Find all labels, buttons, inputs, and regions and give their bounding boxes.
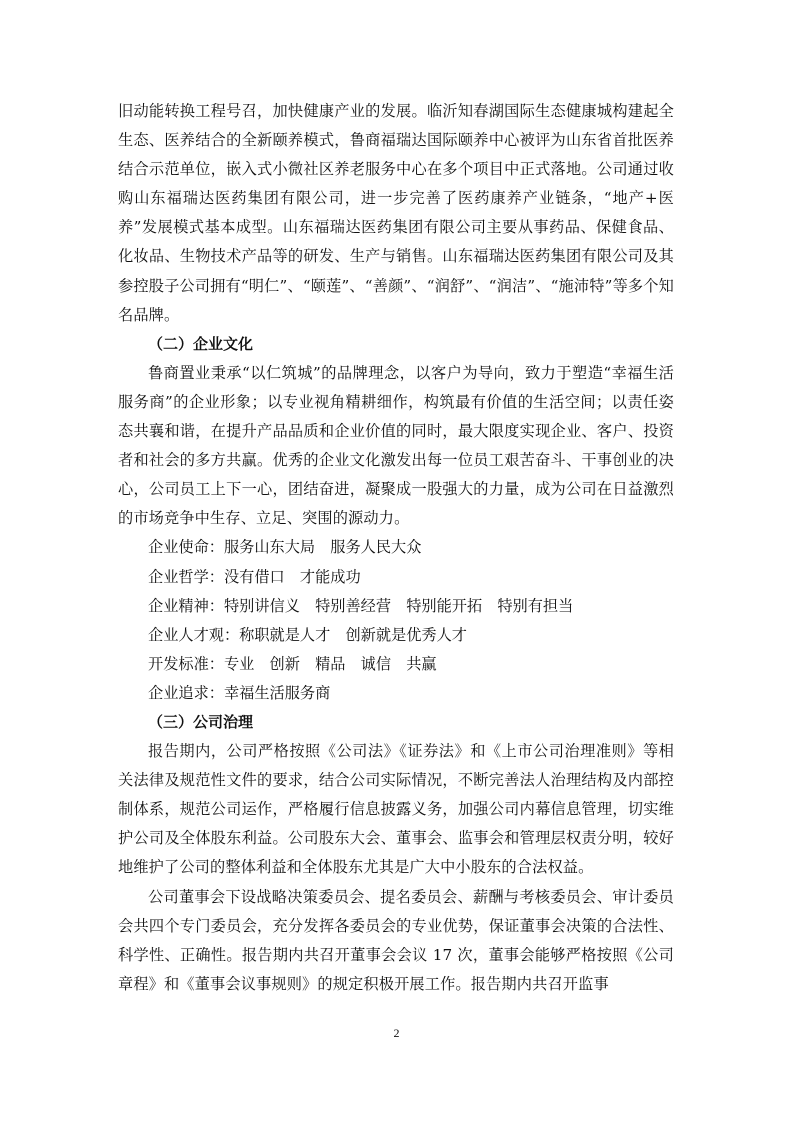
page-number: 2	[393, 1026, 400, 1040]
culture-item-pursuit: 企业追求：幸福生活服务商	[148, 683, 331, 702]
section-heading-culture: （二）企业文化	[148, 334, 254, 353]
culture-item-talent: 企业人才观：称职就是人才 创新就是优秀人才	[148, 625, 467, 644]
paragraph-culture: 鲁商置业秉承“以仁筑城”的品牌理念，以客户为导向，致力于塑造“幸福生活服务商”的企业形象；以专业视角精耕细作，构筑最有价值的生活空间；以责任姿态共襄和谐，在提升产品品质和企业价值的同时，最大限度实现企业、客户、投资者和社会的多方共赢。优秀的企业文化激发出每一位员工艰苦奋斗、干事创业的决心，公司员工上下一心，团结奋进，凝聚成一股强大的力量，成为公司在日益激烈的市场竞争中生存、立足、突围的源动力。	[118, 363, 674, 528]
paragraph-health-industry: 旧动能转换工程号召，加快健康产业的发展。临沂知春湖国际生态健康城构建起全生态、医养结合的全新颐养模式，鲁商福瑞达国际颐养中心被评为山东省首批医养结合示范单位，嵌入式小微社区养老服务中心在多个项目中正式落地。公司通过收购山东福瑞达医药集团有限公司，进一步完善了医药康养产业链条，“地产+医养”发展模式基本成型。山东福瑞达医药集团有限公司主要从事药品、保健食品、化妆品、生物技术产品等的研发、生产与销售。山东福瑞达医药集团有限公司及其参控股子公司拥有“明仁”、“颐莲”、“善颜”、“润舒”、“润洁”、“施沛特”等多个知名品牌。	[118, 102, 674, 324]
culture-item-mission: 企业使命：服务山东大局 服务人民大众	[148, 538, 422, 557]
paragraph-governance-laws: 报告期内，公司严格按照《公司法》《证券法》和《上市公司治理准则》等相关法律及规范性文件的要求，结合公司实际情况，不断完善法人治理结构及内部控制体系，规范公司运作，严格履行信息披露义务，加强公司内幕信息管理，切实维护公司及全体股东利益。公司股东大会、董事会、监事会和管理层权责分明，较好地维护了公司的整体利益和全体股东尤其是广大中小股东的合法权益。	[118, 742, 674, 877]
culture-item-standard: 开发标准：专业 创新 精品 诚信 共赢	[148, 654, 437, 673]
section-heading-governance: （三）公司治理	[148, 712, 254, 731]
culture-item-philosophy: 企业哲学：没有借口 才能成功	[148, 567, 361, 586]
paragraph-board-committees: 公司董事会下设战略决策委员会、提名委员会、薪酬与考核委员会、审计委员会共四个专门委员会，充分发挥各委员会的专业优势，保证董事会决策的合法性、科学性、正确性。报告期内共召开董事会会议 17 次，董事会能够严格按照《公司章程》和《董事会议事规则》的规定积极开展工作。报告期内共召开监事	[118, 887, 674, 993]
culture-item-spirit: 企业精神：特别讲信义 特别善经营 特别能开拓 特别有担当	[148, 596, 574, 615]
document-body	[118, 97, 674, 999]
